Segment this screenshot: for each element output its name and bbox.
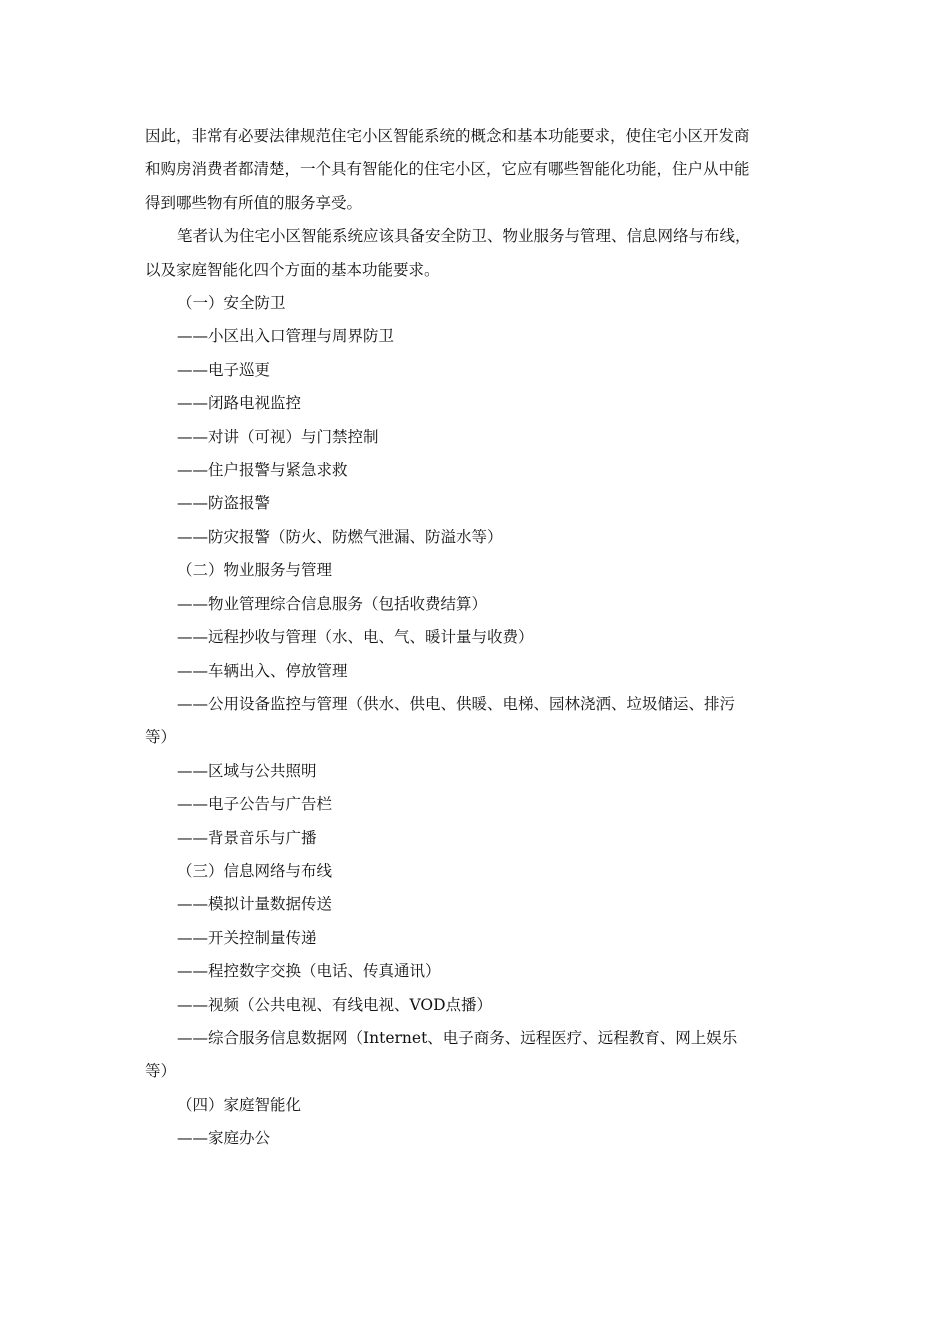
list-item: ——闭路电视监控: [177, 394, 302, 413]
list-item: ——车辆出入、停放管理: [177, 661, 348, 680]
paragraph-intro: [145, 120, 805, 220]
list-item-continuation: 等）: [145, 728, 177, 747]
text-line: 因此，非常有必要法律规范住宅小区智能系统的概念和基本功能要求，使住宅小区开发商: [145, 127, 750, 145]
list-item: ——防灾报警（防火、防燃气泄漏、防溢水等）: [177, 527, 503, 546]
list-item: ——住户报警与紧急求救: [177, 461, 348, 480]
list-item: ——电子巡更: [177, 360, 271, 379]
list-item: ——远程抄收与管理（水、电、气、暖计量与收费）: [177, 628, 534, 647]
paragraph-opinion: [145, 220, 805, 287]
list-item: ——区域与公共照明: [177, 761, 317, 780]
list-item-continuation: 等）: [145, 1062, 177, 1081]
section-network-wiring: [145, 855, 805, 1089]
list-item: ——小区出入口管理与周界防卫: [177, 327, 395, 346]
list-item: ——对讲（可视）与门禁控制: [177, 427, 379, 446]
text-line: 和购房消费者都清楚，一个具有智能化的住宅小区，它应有哪些智能化功能，住户从中能: [145, 160, 750, 179]
list-item: ——电子公告与广告栏: [177, 795, 333, 814]
section-heading: （二）物业服务与管理: [177, 561, 333, 580]
list-item: ——物业管理综合信息服务（包括收费结算）: [177, 594, 488, 613]
section-home-automation: [145, 1089, 805, 1156]
section-heading: （四）家庭智能化: [177, 1095, 302, 1114]
text-line: 笔者认为住宅小区智能系统应该具备安全防卫、物业服务与管理、信息网络与布线，: [177, 227, 751, 246]
section-heading: （三）信息网络与布线: [177, 861, 333, 880]
list-item: ——防盗报警: [177, 494, 271, 513]
text-line: 得到哪些物有所值的服务享受。: [145, 193, 363, 212]
list-item: ——模拟计量数据传送: [177, 895, 333, 914]
list-item: ——视频（公共电视、有线电视、VOD点播）: [177, 995, 493, 1014]
section-heading: （一）安全防卫: [177, 294, 286, 313]
section-security: [145, 287, 805, 554]
list-item: ——背景音乐与广播: [177, 828, 317, 847]
list-item: ——开关控制量传递: [177, 928, 317, 947]
list-item: ——程控数字交换（电话、传真通讯）: [177, 962, 441, 981]
section-property-management: [145, 554, 805, 855]
list-item: ——综合服务信息数据网（Internet、电子商务、远程医疗、远程教育、网上娱乐: [177, 1028, 738, 1047]
document-body: [145, 120, 805, 1156]
text-line: 以及家庭智能化四个方面的基本功能要求。: [145, 260, 440, 279]
list-item: ——家庭办公: [177, 1129, 271, 1148]
list-item: ——公用设备监控与管理（供水、供电、供暖、电梯、园林浇洒、垃圾储运、排污: [177, 694, 736, 713]
